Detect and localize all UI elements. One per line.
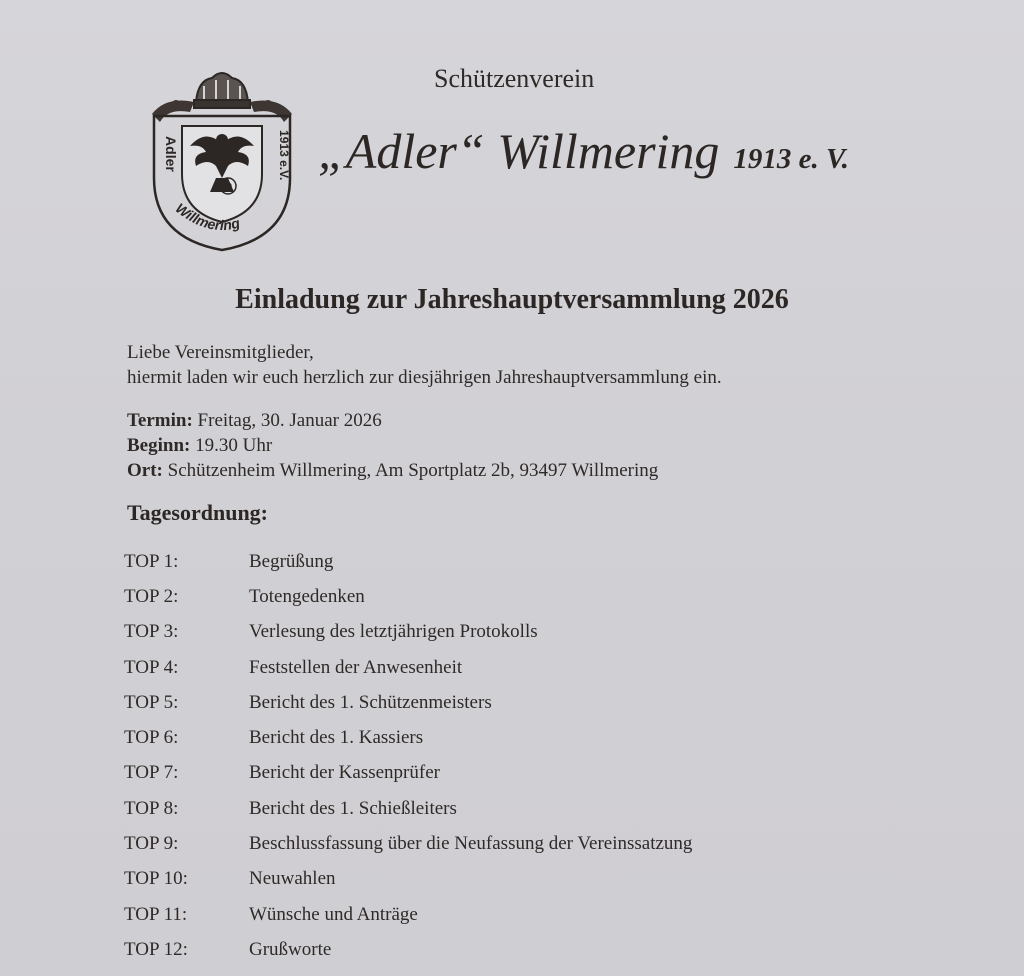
eagle-crest-icon [146, 66, 298, 256]
meeting-details [127, 408, 658, 483]
agenda-item-number: TOP 10: [124, 868, 188, 890]
agenda-item-number: TOP 11: [124, 903, 188, 925]
agenda-item [124, 897, 884, 932]
agenda-item [124, 544, 884, 579]
agenda-list [124, 544, 884, 968]
agenda-item-number: TOP 8: [124, 797, 179, 819]
greeting-salutation: Liebe Vereinsmitglieder, [127, 342, 314, 363]
beginn-line [127, 433, 658, 458]
crown-icon [194, 73, 250, 108]
agenda-item [124, 932, 884, 967]
page-title: Einladung zur Jahreshauptversammlung 2026 [235, 284, 789, 315]
greeting-text: hiermit laden wir euch herzlich zur diesjährigen Jahreshauptversammlung ein. [127, 367, 722, 388]
agenda-item [124, 720, 884, 755]
agenda-item-number: TOP 7: [124, 762, 179, 784]
ort-value: Schützenheim Willmering, Am Sportplatz 2b, 93497 Willmering [162, 460, 659, 481]
agenda-item-text: Totengedenken [249, 585, 365, 607]
agenda-item-text: Bericht der Kassenprüfer [249, 762, 440, 784]
agenda-item [124, 756, 884, 791]
agenda-item-number: TOP 4: [124, 656, 179, 678]
agenda-item-number: TOP 12: [124, 938, 188, 960]
agenda-item [124, 862, 884, 897]
agenda-item-text: Wünsche und Anträge [249, 903, 418, 925]
agenda-item-text: Grußworte [249, 938, 332, 960]
agenda-item-text: Verlesung des letztjährigen Protokolls [249, 621, 538, 643]
beginn-value: 19.30 Uhr [190, 435, 273, 456]
agenda-item-number: TOP 3: [124, 621, 179, 643]
agenda-item-text: Neuwahlen [249, 868, 336, 890]
termin-line [127, 408, 658, 433]
agenda-item-number: TOP 1: [124, 550, 179, 572]
svg-text:1913 e.V.: 1913 e.V. [277, 130, 291, 181]
agenda-item-number: TOP 2: [124, 585, 179, 607]
termin-value: Freitag, 30. Januar 2026 [192, 410, 382, 431]
termin-label: Termin: [127, 410, 193, 431]
agenda-heading: Tagesordnung: [127, 500, 269, 525]
agenda-item-text: Bericht des 1. Kassiers [249, 727, 424, 749]
agenda-item-text: Bericht des 1. Schießleiters [249, 797, 457, 819]
agenda-item-number: TOP 6: [124, 727, 179, 749]
agenda-item [124, 791, 884, 826]
agenda-item-number: TOP 5: [124, 691, 179, 713]
agenda-item-text: Beschlussfassung über die Neufassung der Vereinssatzung [249, 833, 693, 855]
svg-text:Willmering: Willmering [172, 199, 242, 234]
club-pretitle: Schützenverein [434, 64, 595, 93]
agenda-item [124, 685, 884, 720]
ort-label: Ort: [127, 460, 163, 481]
agenda-item [124, 650, 884, 685]
agenda-item-text: Begrüßung [249, 550, 334, 572]
agenda-item [124, 615, 884, 650]
agenda-item-text: Feststellen der Anwesenheit [249, 656, 463, 678]
club-name [318, 122, 849, 180]
agenda-item-text: Bericht des 1. Schützenmeisters [249, 691, 492, 713]
greeting [127, 340, 722, 390]
agenda-item [124, 826, 884, 861]
beginn-label: Beginn: [127, 435, 191, 456]
agenda-item-number: TOP 9: [124, 833, 179, 855]
svg-text:Adler: Adler [163, 136, 179, 172]
agenda-item [124, 579, 884, 614]
club-founding-year: 1913 e. V. [733, 143, 849, 175]
club-name-text: „Adler“ Willmering [318, 123, 720, 179]
ort-line [127, 458, 658, 483]
